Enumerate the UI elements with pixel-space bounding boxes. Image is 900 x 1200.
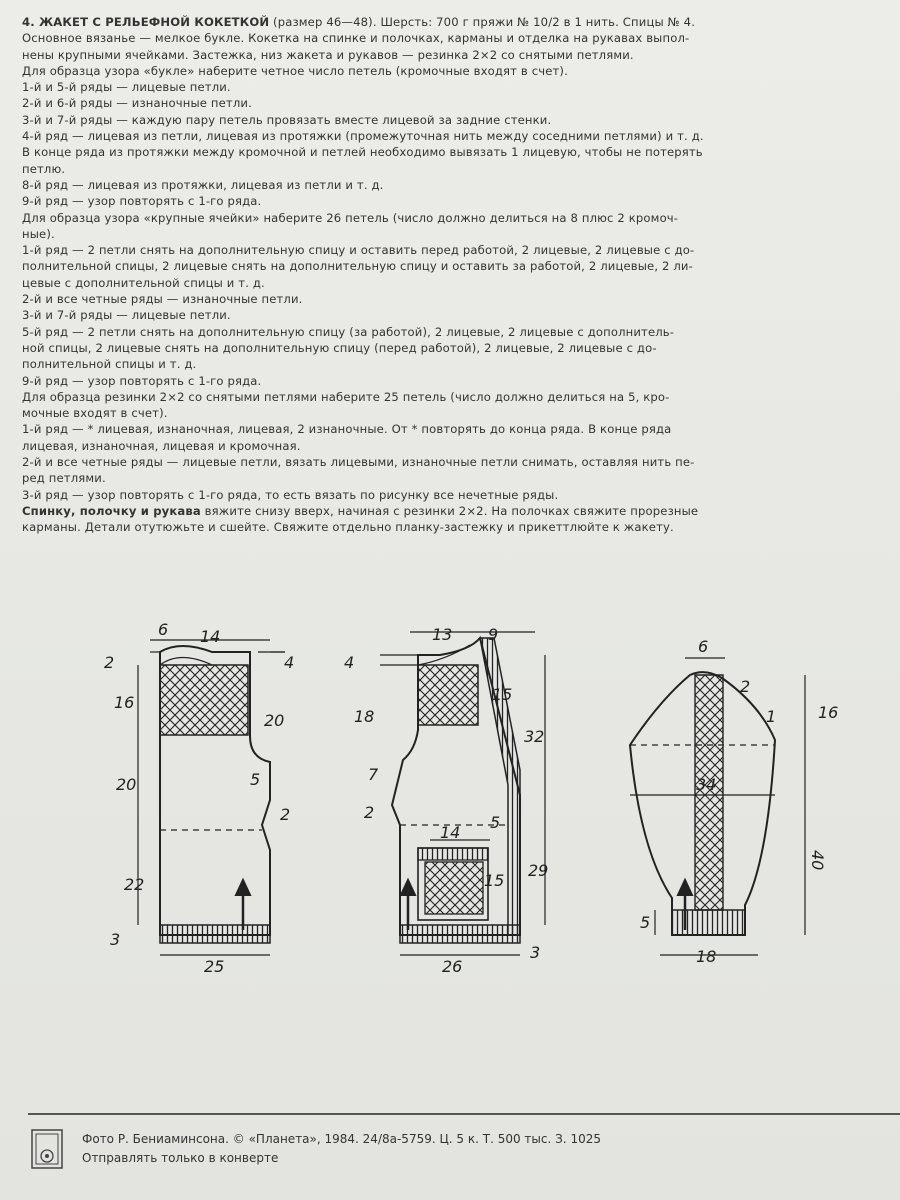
instruction-line: Для образца резинки 2×2 со снятыми петлями наберите 25 петель (число должно делиться на 5, кро-: [22, 389, 670, 404]
svg-text:5: 5: [640, 913, 651, 932]
svg-text:18: 18: [696, 947, 717, 966]
svg-text:3: 3: [110, 930, 121, 949]
svg-text:20: 20: [264, 711, 285, 730]
svg-text:6: 6: [158, 620, 169, 639]
svg-text:14: 14: [440, 823, 461, 842]
instruction-line: петлю.: [22, 161, 66, 176]
svg-text:3: 3: [530, 943, 541, 962]
svg-text:16: 16: [114, 693, 135, 712]
svg-text:18: 18: [354, 707, 375, 726]
instruction-line: 2-й и все четные ряды — изнаночные петли.: [22, 292, 303, 307]
instruction-line: 8-й ряд — лицевая из протяжки, лицевая из петли и т. д.: [22, 177, 384, 192]
svg-text:5: 5: [490, 813, 501, 832]
instruction-line: В конце ряда из протяжки между кромочной и петлей необходимо вывязать 1 лицевую, чтобы не потерять: [22, 145, 703, 160]
sleeve-diagram: [630, 658, 805, 955]
instruction-line: 3-й ряд — узор повторять с 1-го ряда, то есть вязать по рисунку все нечетные ряды.: [22, 487, 559, 502]
instruction-line: 5-й ряд — 2 петли снять на дополнительную спицу (за работой), 2 лицевые, 2 лицевые с дополнитель-: [22, 324, 675, 339]
instruction-line: 4-й ряд — лицевая из петли, лицевая из протяжки (промежуточная нить между соседними петлями) и т. д.: [22, 129, 704, 144]
svg-text:1: 1: [766, 707, 777, 726]
instruction-line: цевые с дополнительной спицы и т. д.: [22, 275, 265, 290]
imprint-note: Отправлять только в конверте: [82, 1151, 279, 1165]
instruction-line: Для образца узора «букле» наберите четное число петель (кромочные входят в счет).: [22, 63, 568, 78]
instruction-line: 9-й ряд — узор повторять с 1-го ряда.: [22, 194, 262, 209]
svg-text:34: 34: [696, 775, 717, 794]
svg-text:15: 15: [484, 871, 505, 890]
svg-text:4: 4: [344, 653, 355, 672]
svg-text:5: 5: [250, 770, 261, 789]
front-diagram: [380, 632, 545, 955]
instruction-line: лицевая, изнаночная, лицевая и кромочная.: [22, 438, 301, 453]
svg-text:4: 4: [284, 653, 295, 672]
svg-text:2: 2: [280, 805, 291, 824]
assembly-lead: Спинку, полочку и рукава: [22, 503, 201, 518]
instruction-line: 1-й ряд — 2 петли снять на дополнительную спицу и оставить перед работой, 2 лицевые, 2 лицевые с до-: [22, 243, 695, 258]
knitting-instructions: [22, 14, 884, 536]
pattern-title: ЖАКЕТ С РЕЛЬЕФНОЙ КОКЕТКОЙ: [38, 15, 270, 29]
instruction-line: ные).: [22, 226, 55, 241]
instruction-line: 1-й ряд — * лицевая, изнаночная, лицевая, 2 изнаночные. От * повторять до конца ряда. В конце ряда: [22, 422, 672, 437]
instruction-line-0: 4. ЖАКЕТ С РЕЛЬЕФНОЙ КОКЕТКОЙ (размер 46—48). Шерсть: 700 г пряжи № 10/2 в 1 нить. Спицы № 4.: [22, 15, 696, 29]
instruction-line: нены крупными ячейками. Застежка, низ жакета и рукавов — резинка 2×2 со снятыми петлями.: [22, 47, 634, 62]
instruction-line: Для образца узора «крупные ячейки» наберите 26 петель (число должно делиться на 8 плюс 2 кромоч-: [22, 210, 679, 225]
svg-text:2: 2: [104, 653, 115, 672]
svg-text:14: 14: [200, 627, 221, 646]
imprint: [82, 1130, 882, 1168]
svg-text:13: 13: [432, 625, 453, 644]
footer-divider: [28, 1113, 900, 1115]
instruction-line: ной спицы, 2 лицевые снять на дополнительную спицу (перед работой), 2 лицевые, 2 лицевые с до-: [22, 340, 657, 355]
instruction-line: мочные входят в счет).: [22, 406, 168, 421]
pattern-diagrams: [0, 610, 900, 1000]
instruction-line: 3-й и 7-й ряды — лицевые петли.: [22, 308, 231, 323]
instruction-line: 2-й и 6-й ряды — изнаночные петли.: [22, 96, 252, 111]
publisher-logo-icon: [30, 1128, 64, 1170]
svg-text:15: 15: [492, 685, 513, 704]
svg-text:32: 32: [524, 727, 545, 746]
pattern-number: 4.: [22, 15, 39, 29]
imprint-line: Фото Р. Бениаминсона. © «Планета», 1984. 24/8а-5759. Ц. 5 к. Т. 500 тыс. З. 1025: [82, 1132, 601, 1146]
svg-text:7: 7: [368, 765, 379, 784]
svg-text:40: 40: [808, 850, 827, 871]
svg-text:26: 26: [442, 957, 463, 976]
instruction-line: 3-й и 7-й ряды — каждую пару петель провязать вместе лицевой за задние стенки.: [22, 112, 552, 127]
instruction-line: ред петлями.: [22, 471, 106, 486]
instruction-line: Основное вязанье — мелкое букле. Кокетка на спинке и полочках, карманы и отделка на рукавах выпол-: [22, 31, 690, 46]
svg-text:16: 16: [818, 703, 839, 722]
instruction-line: полнительной спицы, 2 лицевые снять на дополнительную спицу и оставить за работой, 2 лицевые, 2 ли-: [22, 259, 693, 274]
svg-text:25: 25: [204, 957, 225, 976]
instruction-line: 9-й ряд — узор повторять с 1-го ряда.: [22, 373, 262, 388]
instruction-line: 1-й и 5-й ряды — лицевые петли.: [22, 80, 231, 95]
instruction-final-line: Спинку, полочку и рукава вяжите снизу вверх, начиная с резинки 2×2. На полочках свяжите прорезные: [22, 503, 699, 518]
instruction-line: карманы. Детали отутюжьте и сшейте. Свяжите отдельно планку-застежку и прикеттлюйте к жакету.: [22, 520, 674, 535]
svg-text:22: 22: [124, 875, 145, 894]
instruction-line: 2-й и все четные ряды — лицевые петли, вязать лицевыми, изнаночные петли снимать, оставляя нить пе-: [22, 455, 695, 470]
svg-text:20: 20: [116, 775, 137, 794]
svg-text:2: 2: [364, 803, 375, 822]
back-diagram: [138, 640, 285, 955]
svg-text:6: 6: [698, 637, 709, 656]
svg-text:2: 2: [740, 677, 751, 696]
svg-text:9: 9: [488, 625, 499, 644]
svg-text:29: 29: [528, 861, 549, 880]
instruction-line: полнительной спицы и т. д.: [22, 357, 197, 372]
